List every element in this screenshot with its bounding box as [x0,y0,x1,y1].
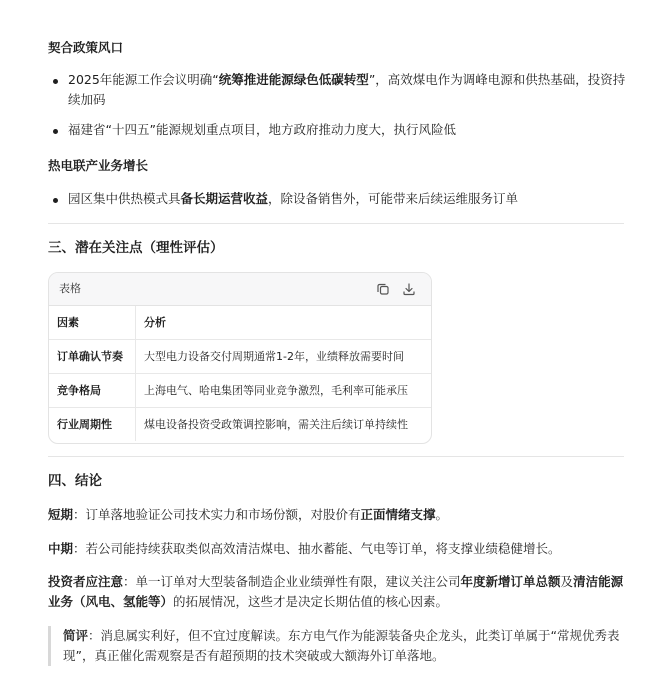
list-item-bold: 备长期运营收益 [180,191,269,206]
table-cell: 煤电设备投资受政策调控影响，需关注后续订单持续性 [144,417,408,431]
analysis-table-card [48,272,432,444]
divider [48,456,624,457]
para-bold: 年度新增订单总额 [460,574,561,589]
list-item-text: 园区集中供热模式具 [68,191,181,206]
conclusion-investor [48,572,624,612]
list-item [48,70,628,110]
label-short: 短期 [48,507,74,522]
table-cell: 大型电力设备交付周期通常1-2年，业绩释放需要时间 [136,340,432,374]
download-icon[interactable] [402,282,416,296]
list-item-text: ，除设备销售外，可能带来后续运维服务订单 [268,191,519,206]
list-item-text: 2025年能源工作会议明确“ [68,72,219,87]
label-mid: 中期 [48,541,74,556]
column-header: 分析 [136,306,432,340]
table-row [49,374,431,408]
list-item-text: ”，高效煤电作为调峰电源和供热基础，投资持续加码 [68,72,626,107]
analysis-table [49,306,431,441]
divider [48,223,624,224]
copy-icon[interactable] [376,282,390,296]
para-bold: 正面情绪支撑 [360,507,436,522]
table-title: 表格 [59,282,81,295]
section4-heading: 四、结论 [48,473,102,489]
list-item-bold: 统筹推进能源绿色低碳转型 [218,72,369,87]
table-cell: 竞争格局 [49,374,136,408]
conclusion-mid [48,539,624,559]
column-header: 因素 [49,306,136,340]
policy-list [48,70,628,140]
para-text: 及 [560,574,574,589]
review-quote [48,626,629,666]
quote-text: ：消息属实利好，但不宜过度解读。东方电气作为能源装备央企龙头，此类订单属于“常规优秀表现”，真正催化需观察是否有超预期的技术突破或大额海外订单落地。 [63,628,620,663]
table-header-bar [49,273,431,306]
table-row [49,340,431,374]
section3-heading: 三、潜在关注点（理性评估） [48,240,224,256]
para-text: ：单一订单对大型装备制造企业业绩弹性有限，建议关注公司 [123,574,461,589]
list-item [48,189,628,209]
table-cell: 订单确认节奏 [49,340,136,374]
label-investor: 投资者应注意 [48,574,124,589]
para-text: 。 [435,507,449,522]
para-text: ：订单落地验证公司技术实力和市场份额，对股价有 [73,507,361,522]
policy-heading: 契合政策风口 [48,40,124,55]
list-item [48,120,628,140]
para-text: ：若公司能持续获取类似高效清洁煤电、抽水蓄能、气电等订单，将支撑业绩稳健增长。 [73,541,561,556]
cogen-list [48,189,628,209]
para-bold: 清洁能源业务（风电、氢能等） [48,574,624,609]
table-header-row [49,306,431,340]
table-cell: 上海电气、哈电集团等同业竞争激烈，毛利率可能承压 [136,374,432,408]
label-review: 简评 [63,628,89,643]
list-item-text: 福建省“十四五”能源规划重点项目，地方政府推动力度大，执行风险低 [68,122,456,137]
table-row [49,408,431,442]
cogen-heading: 热电联产业务增长 [48,158,149,173]
conclusion-short [48,505,624,525]
para-text: 的拓展情况，这些才是决定长期估值的核心因素。 [173,594,449,609]
table-cell: 行业周期性 [49,408,136,442]
